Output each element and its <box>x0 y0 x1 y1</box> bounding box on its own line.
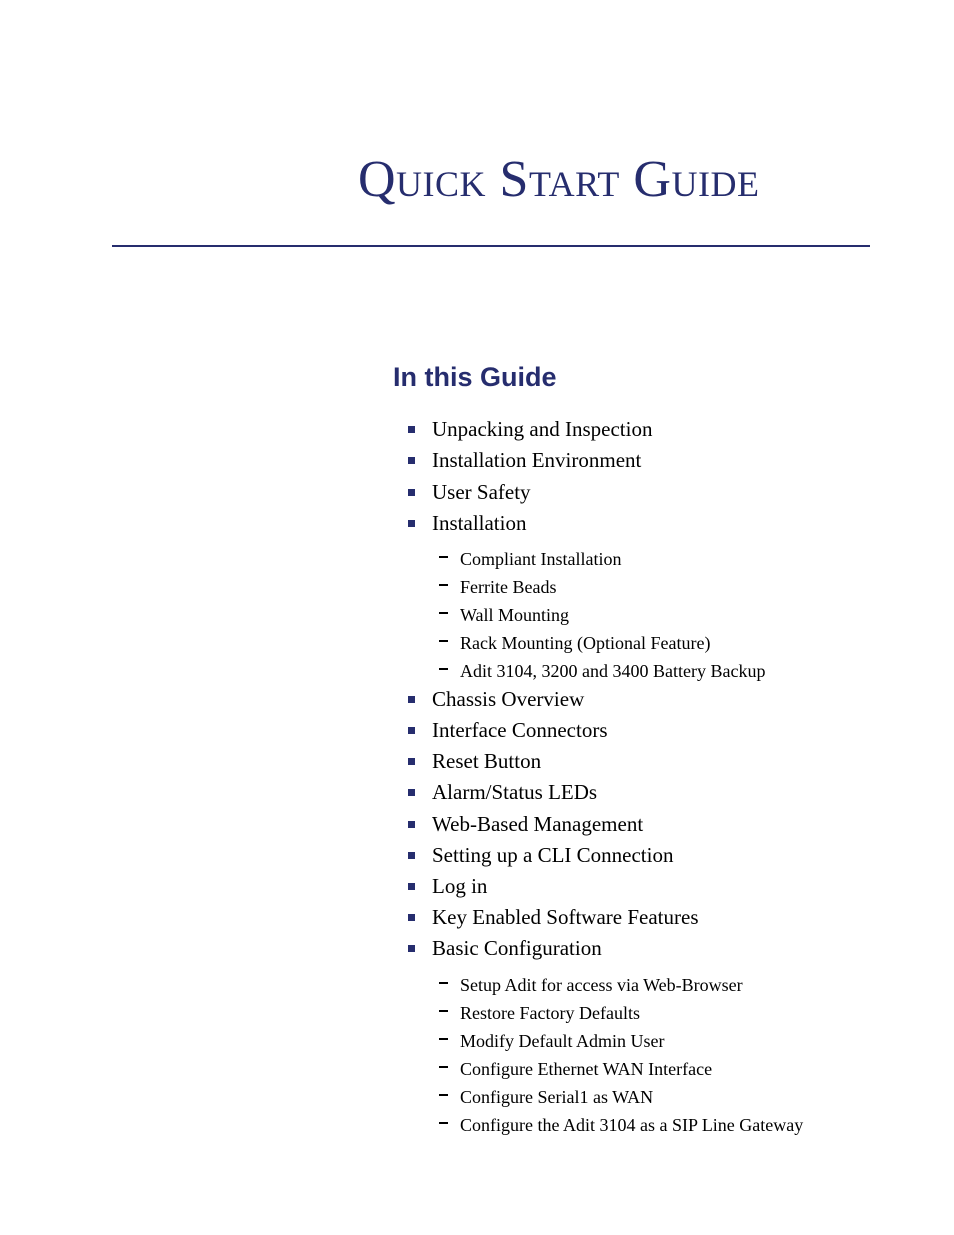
sub-list-item-label: Configure the Adit 3104 as a SIP Line Gateway <box>460 1115 804 1135</box>
list-item-label: Setting up a CLI Connection <box>432 843 674 867</box>
sub-list-item-label: Configure Ethernet WAN Interface <box>460 1059 713 1079</box>
dash-bullet-icon <box>439 1066 448 1068</box>
list-item-label: Log in <box>432 874 488 898</box>
sub-list-item-label: Rack Mounting (Optional Feature) <box>460 633 711 653</box>
dash-bullet-icon <box>439 1010 448 1012</box>
square-bullet-icon <box>408 945 415 952</box>
sub-list-item-label: Compliant Installation <box>460 549 622 569</box>
dash-bullet-icon <box>439 668 448 670</box>
dash-bullet-icon <box>439 1038 448 1040</box>
square-bullet-icon <box>408 727 415 734</box>
square-bullet-icon <box>408 914 415 921</box>
square-bullet-icon <box>408 852 415 859</box>
sub-list-item-label: Restore Factory Defaults <box>460 1003 640 1023</box>
dash-bullet-icon <box>439 1122 448 1124</box>
sub-list-item-label: Adit 3104, 3200 and 3400 Battery Backup <box>460 661 766 681</box>
dash-bullet-icon <box>439 612 448 614</box>
square-bullet-icon <box>408 489 415 496</box>
sub-list-item-label: Ferrite Beads <box>460 577 557 597</box>
square-bullet-icon <box>408 457 415 464</box>
dash-bullet-icon <box>439 584 448 586</box>
square-bullet-icon <box>408 426 415 433</box>
list-item-label: Basic Configuration <box>432 936 602 960</box>
list-item-label: Interface Connectors <box>432 718 608 742</box>
section-heading: In this Guide <box>393 362 557 392</box>
page-title: Quick Start Guide <box>358 151 760 208</box>
sub-list-item-label: Wall Mounting <box>460 605 570 625</box>
list-item-label: Web-Based Management <box>432 812 644 836</box>
list-item-label: Installation <box>432 511 527 535</box>
list-item-label: User Safety <box>432 480 531 504</box>
sub-list-item-label: Setup Adit for access via Web-Browser <box>460 975 743 995</box>
sub-list-item-label: Configure Serial1 as WAN <box>460 1087 654 1107</box>
sub-list-item-label: Modify Default Admin User <box>460 1031 665 1051</box>
dash-bullet-icon <box>439 556 448 558</box>
dash-bullet-icon <box>439 640 448 642</box>
list-item-label: Chassis Overview <box>432 687 585 711</box>
list-item-label: Alarm/Status LEDs <box>432 780 598 804</box>
square-bullet-icon <box>408 758 415 765</box>
square-bullet-icon <box>408 696 415 703</box>
list-item-label: Key Enabled Software Features <box>432 905 699 929</box>
dash-bullet-icon <box>439 982 448 984</box>
dash-bullet-icon <box>439 1094 448 1096</box>
list-item-label: Installation Environment <box>432 448 642 472</box>
list-item-label: Unpacking and Inspection <box>432 417 653 441</box>
square-bullet-icon <box>408 883 415 890</box>
square-bullet-icon <box>408 821 415 828</box>
list-item-label: Reset Button <box>432 749 542 773</box>
square-bullet-icon <box>408 789 415 796</box>
square-bullet-icon <box>408 520 415 527</box>
